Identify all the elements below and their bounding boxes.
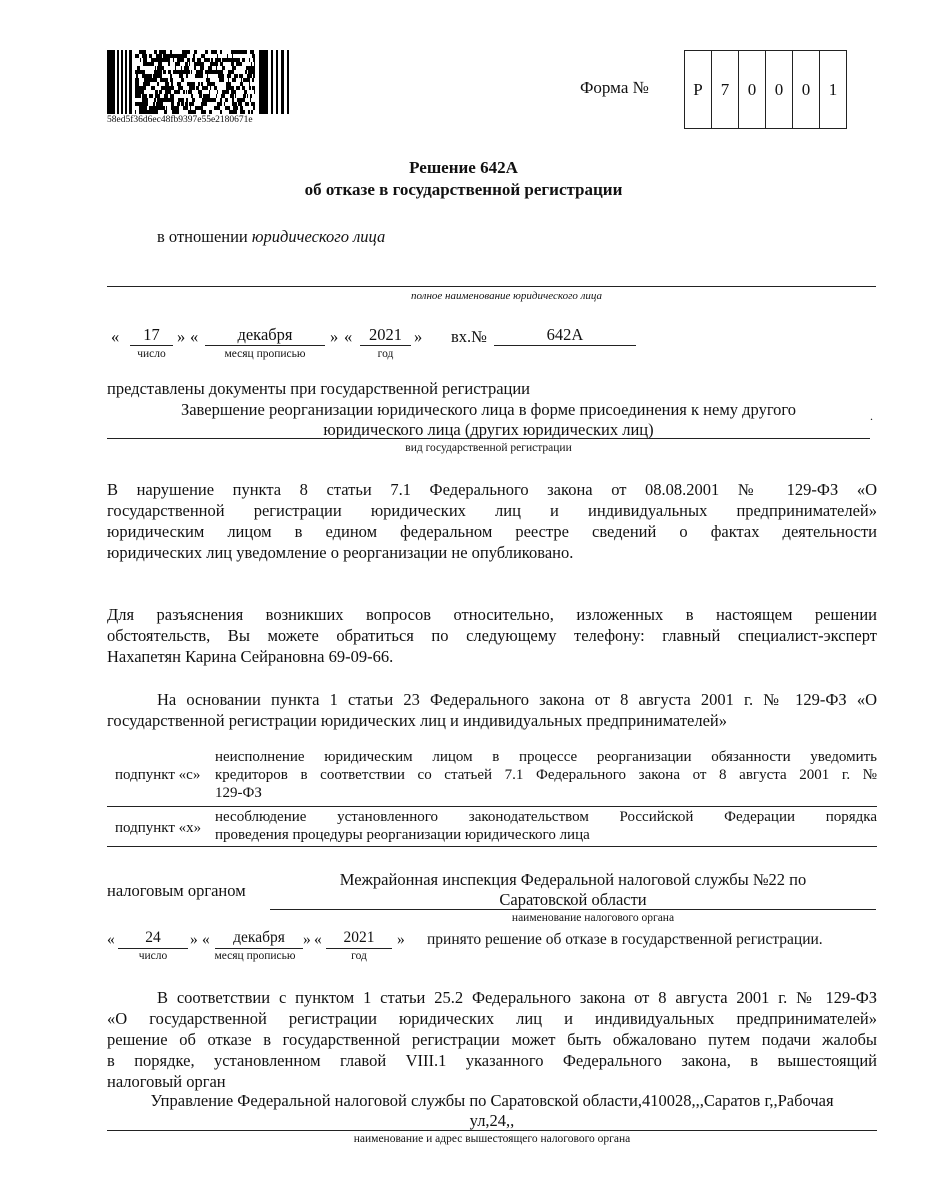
appeal-paragraph xyxy=(107,987,877,1092)
basis-line: На основании пункта 1 статьи 23 Федерального закона от 8 августа 2001 г. № 129-ФЗ «О xyxy=(157,690,877,709)
authority-caption: наименование налогового органа xyxy=(511,912,675,924)
day-caption: число xyxy=(137,348,166,360)
quote-close: » xyxy=(190,931,198,948)
authority-underline xyxy=(270,909,876,910)
violation-line: юридических лиц уведомление о реорганизации не опубликовано. xyxy=(107,543,574,562)
form-code-char: Р xyxy=(685,51,712,128)
subpoint-label: подпункт «с» xyxy=(115,767,201,783)
subpoint-line: неисполнение юридическим лицом в процессе реорганизации обязанности уведомить xyxy=(215,749,877,765)
submission-month: декабря xyxy=(205,325,325,346)
decision-year: 2021 xyxy=(326,928,392,949)
subpoint-line: кредиторов в соответствии со статьей 7.1 Федерального закона от 8 августа 2001 г. № xyxy=(215,767,877,783)
registration-kind-line1: Завершение реорганизации юридического лица в форме присоединения к нему другого xyxy=(180,400,797,419)
registration-kind-line2: юридического лица (других юридических лиц) xyxy=(323,420,654,439)
subject-type: юридического лица xyxy=(251,227,386,246)
subpoint-divider xyxy=(107,806,877,807)
violation-paragraph xyxy=(107,479,877,563)
appeal-line: налоговый орган xyxy=(107,1072,226,1091)
contact-line: Нахапетян Карина Сейрановна 69-09-66. xyxy=(107,647,394,666)
barcode-id: 58ed5f36d6ec48fb9397e55e2180671e xyxy=(107,115,253,125)
subject-prefix: в отношении xyxy=(157,227,248,246)
quote-open: « xyxy=(107,931,115,948)
violation-line: юридическим лицом в едином федеральном реестре сведений о фактах деятельности xyxy=(107,522,877,541)
quote-close: » xyxy=(330,327,339,346)
appeal-line: решение об отказе в государственной регистрации может быть обжаловано путем подачи жалобы xyxy=(107,1030,877,1049)
contact-paragraph xyxy=(107,604,877,667)
form-code-char: 0 xyxy=(739,51,766,128)
quote-close: » xyxy=(397,931,405,948)
document-subtitle: об отказе в государственной регистрации xyxy=(304,180,623,199)
subpoint-label: подпункт «х» xyxy=(115,820,202,836)
subject-line xyxy=(157,226,385,247)
subpoint-line: несоблюдение установленного законодательством Российской Федерации порядка xyxy=(215,809,877,825)
quote-open: « xyxy=(190,327,199,346)
subpoint-divider xyxy=(107,846,877,847)
appeal-line: в порядке, установленном главой VIII.1 указанного Федерального закона, в вышестоящий xyxy=(107,1051,877,1070)
basis-line: государственной регистрации юридических лиц и индивидуальных предпринимателей» xyxy=(107,711,727,730)
higher-authority-underline xyxy=(107,1130,877,1131)
higher-authority-line1: Управление Федеральной налоговой службы по Саратовской области,410028,,,Саратов г,,Рабочая xyxy=(150,1091,834,1110)
quote-open: « xyxy=(111,327,120,346)
quote-close: » xyxy=(303,931,311,948)
document-title: Решение 642А xyxy=(409,158,518,177)
year-caption: год xyxy=(351,950,367,962)
authority-name-line1: Межрайонная инспекция Федеральной налоговой службы №22 по xyxy=(339,870,807,889)
incoming-number-label: вх.№ xyxy=(451,327,487,346)
form-code-char: 1 xyxy=(828,79,838,99)
form-code-char: 7 xyxy=(712,51,739,128)
incoming-number: 642А xyxy=(494,325,636,346)
registration-kind-underline xyxy=(107,438,870,439)
registration-trailing-dot: . xyxy=(870,409,873,423)
authority-label: налоговым органом xyxy=(107,881,246,900)
subpoint-line: 129-ФЗ xyxy=(215,785,262,801)
subpoint-line: проведения процедуры реорганизации юридического лица xyxy=(215,827,590,843)
higher-authority-caption: наименование и адрес вышестоящего налогового органа xyxy=(353,1133,631,1145)
higher-authority-line2: ул,24,, xyxy=(469,1111,515,1130)
day-caption: число xyxy=(138,950,168,962)
month-caption: месяц прописью xyxy=(224,348,306,360)
quote-close: » xyxy=(414,327,423,346)
authority-name-line2: Саратовской области xyxy=(499,890,647,909)
quote-open: « xyxy=(314,931,322,948)
entity-full-name-field xyxy=(107,266,876,287)
contact-line: Для разъяснения возникших вопросов относительно, изложенных в настоящем решении xyxy=(107,605,877,624)
form-code-char: 0 xyxy=(793,51,820,128)
quote-open: « xyxy=(202,931,210,948)
month-caption: месяц прописью xyxy=(214,950,296,962)
submission-day: 17 xyxy=(130,325,173,346)
form-label: Форма № xyxy=(580,78,649,97)
form-code-boxes xyxy=(684,50,847,129)
form-code-char: 0 xyxy=(766,51,793,128)
year-caption: год xyxy=(377,348,394,360)
registration-kind-caption: вид государственной регистрации xyxy=(405,442,572,454)
submission-year: 2021 xyxy=(360,325,411,346)
basis-paragraph xyxy=(107,689,877,731)
decision-month: декабря xyxy=(215,928,303,949)
barcode-image xyxy=(107,50,297,114)
quote-close: » xyxy=(177,327,186,346)
registration-intro: представлены документы при государственной регистрации xyxy=(107,379,531,398)
decision-statement: принято решение об отказе в государственной регистрации. xyxy=(427,931,823,948)
violation-line: В нарушение пункта 8 статьи 7.1 Федерального закона от 08.08.2001 № 129-ФЗ «О xyxy=(107,480,877,499)
violation-line: государственной регистрации юридических лиц и индивидуальных предпринимателей» xyxy=(107,501,877,520)
appeal-line: «О государственной регистрации юридических лиц и индивидуальных предпринимателей» xyxy=(107,1009,877,1028)
quote-open: « xyxy=(344,327,353,346)
contact-line: обстоятельств, Вы можете обратиться по следующему телефону: главный специалист-эксперт xyxy=(107,626,877,645)
entity-full-name-caption: полное наименование юридического лица xyxy=(410,290,603,302)
decision-day: 24 xyxy=(118,928,188,949)
appeal-line: В соответствии с пунктом 1 статьи 25.2 Федерального закона от 8 августа 2001 г. № 129-ФЗ xyxy=(157,988,877,1007)
